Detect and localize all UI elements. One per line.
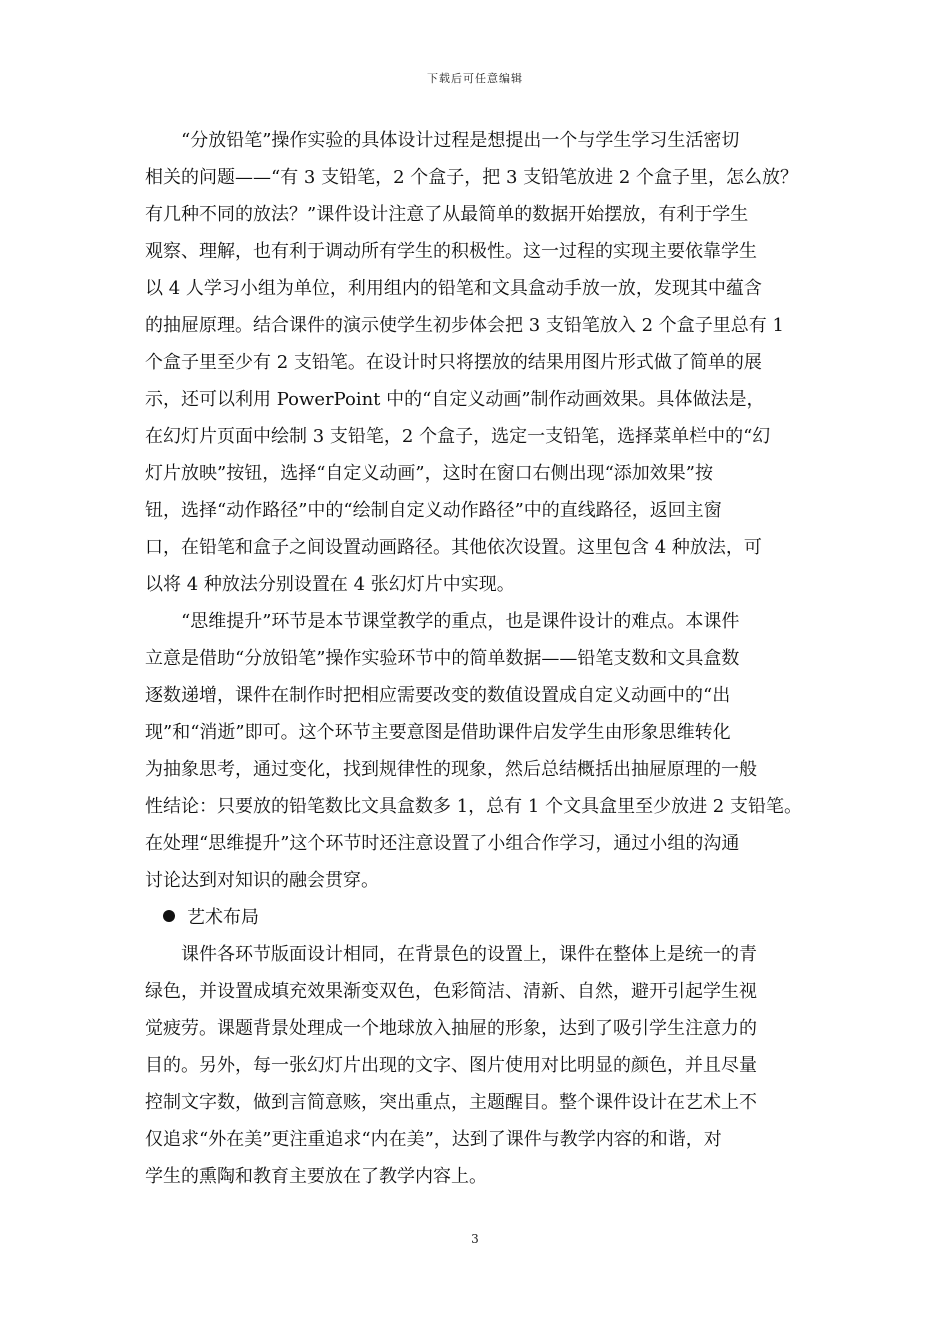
section-title: 艺术布局 — [187, 907, 259, 928]
text-line: 以 4 人学习小组为单位，利用组内的铅笔和文具盒动手放一放，发现其中蕴含 — [145, 278, 762, 299]
text-line: 目的。另外，每一张幻灯片出现的文字、图片使用对比明显的颜色，并且尽量 — [145, 1055, 757, 1076]
text-line: “思维提升”环节是本节课堂教学的重点，也是课件设计的难点。本课件 — [145, 611, 740, 632]
text-line: 相关的问题——“有 3 支铅笔，2 个盒子，把 3 支铅笔放进 2 个盒子里，怎么放？ — [145, 167, 799, 188]
text-line: 个盒子里至少有 2 支铅笔。在设计时只将摆放的结果用图片形式做了简单的展 — [145, 352, 762, 373]
text-line: 逐数递增，课件在制作时把相应需要改变的数值设置成自定义动画中的“出 — [145, 685, 731, 706]
paragraph-art-layout — [145, 936, 810, 1195]
text-line: 觉疲劳。课题背景处理成一个地球放入抽屉的形象，达到了吸引学生注意力的 — [145, 1018, 757, 1039]
text-line: 立意是借助“分放铅笔”操作实验环节中的简单数据——铅笔支数和文具盒数 — [145, 648, 740, 669]
text-line: 在幻灯片页面中绘制 3 支铅笔，2 个盒子，选定一支铅笔，选择菜单栏中的“幻 — [145, 426, 771, 447]
text-line: 有几种不同的放法？”课件设计注意了从最简单的数据开始摆放，有利于学生 — [145, 204, 749, 225]
text-line: 学生的熏陶和教育主要放在了教学内容上。 — [145, 1166, 487, 1187]
page-header: 下载后可任意编辑 — [427, 72, 523, 85]
text-line: 观察、理解，也有利于调动所有学生的积极性。这一过程的实现主要依靠学生 — [145, 241, 757, 262]
text-line: 口，在铅笔和盒子之间设置动画路径。其他依次设置。这里包含 4 种放法，可 — [145, 537, 762, 558]
text-line: “分放铅笔”操作实验的具体设计过程是想提出一个与学生学习生活密切 — [145, 130, 740, 151]
paragraph-pencil-experiment — [145, 122, 810, 603]
section-heading — [145, 899, 810, 936]
text-line: 灯片放映”按钮，选择“自定义动画”，这时在窗口右侧出现“添加效果”按 — [145, 463, 714, 484]
text-line: 的抽屉原理。结合课件的演示使学生初步体会把 3 支铅笔放入 2 个盒子里总有 1 — [145, 315, 784, 336]
text-line: 控制文字数，做到言简意赅，突出重点，主题醒目。整个课件设计在艺术上不 — [145, 1092, 757, 1113]
text-line: 为抽象思考，通过变化，找到规律性的现象，然后总结概括出抽屉原理的一般 — [145, 759, 757, 780]
text-line: 现”和“消逝”即可。这个环节主要意图是借助课件启发学生由形象思维转化 — [145, 722, 731, 743]
text-line: 以将 4 种放法分别设置在 4 张幻灯片中实现。 — [145, 574, 515, 595]
page-number: 3 — [471, 1232, 479, 1246]
body-content — [145, 122, 810, 1195]
text-line: 课件各环节版面设计相同，在背景色的设置上，课件在整体上是统一的青 — [145, 944, 757, 965]
text-line: 钮，选择“动作路径”中的“绘制自定义动作路径”中的直线路径，返回主窗 — [145, 500, 722, 521]
text-line: 仅追求“外在美”更注重追求“内在美”，达到了课件与教学内容的和谐，对 — [145, 1129, 722, 1150]
text-line: 在处理“思维提升”这个环节时还注意设置了小组合作学习，通过小组的沟通 — [145, 833, 740, 854]
paragraph-thinking-upgrade — [145, 603, 810, 899]
text-line: 讨论达到对知识的融会贯穿。 — [145, 870, 379, 891]
bullet-icon — [163, 910, 175, 922]
text-line: 示，还可以利用 PowerPoint 中的“自定义动画”制作动画效果。具体做法是， — [145, 389, 765, 410]
text-line: 绿色，并设置成填充效果渐变双色，色彩简洁、清新、自然，避开引起学生视 — [145, 981, 757, 1002]
text-line: 性结论：只要放的铅笔数比文具盒数多 1，总有 1 个文具盒里至少放进 2 支铅笔。 — [145, 796, 802, 817]
